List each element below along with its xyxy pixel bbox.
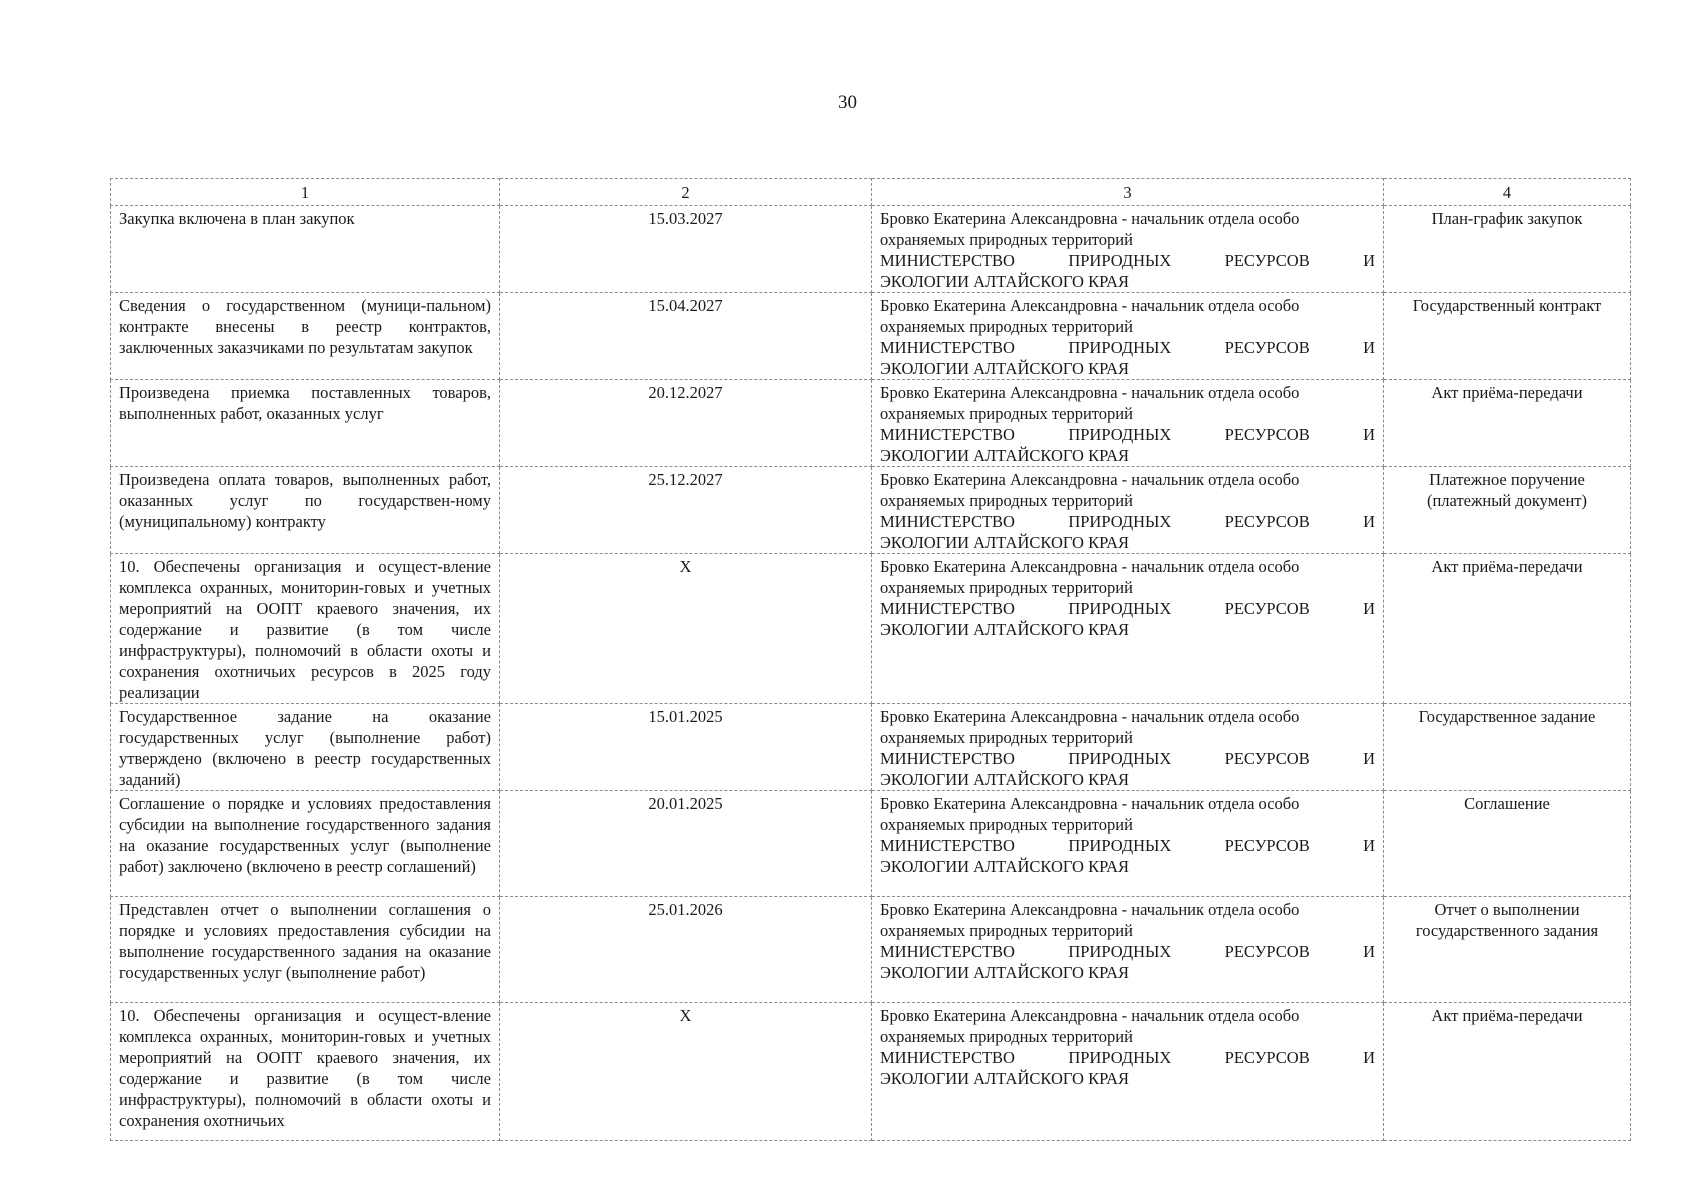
table-row [111,554,1631,704]
document-cell [1384,1003,1631,1141]
document-cell [1384,380,1631,467]
column-number-2: 2 [500,179,872,206]
responsible-cell [872,897,1384,1003]
document-type: Платежное поручение [1429,470,1585,489]
responsible-person: Бровко Екатерина Александровна - начальник отдела особо охраняемых природных территорий [880,383,1300,423]
table-row [111,293,1631,380]
responsible-organization: МИНИСТЕРСТВО ПРИРОДНЫХ РЕСУРСОВ И [880,942,1375,961]
date-cell: X [500,554,872,704]
responsible-cell [872,1003,1384,1141]
responsible-organization-cont: ЭКОЛОГИИ АЛТАЙСКОГО КРАЯ [880,963,1130,982]
date-cell: X [500,1003,872,1141]
responsible-cell [872,554,1384,704]
document-type: План-график закупок [1431,209,1583,228]
document-cell [1384,897,1631,1003]
responsible-organization: МИНИСТЕРСТВО ПРИРОДНЫХ РЕСУРСОВ И [880,251,1375,270]
responsible-person: Бровко Екатерина Александровна - начальник отдела особо охраняемых природных территорий [880,557,1300,597]
responsible-organization-cont: ЭКОЛОГИИ АЛТАЙСКОГО КРАЯ [880,446,1130,465]
table-row [111,704,1631,791]
document-type-cont: (платежный документ) [1426,491,1588,510]
document-cell [1384,293,1631,380]
responsible-organization: МИНИСТЕРСТВО ПРИРОДНЫХ РЕСУРСОВ И [880,338,1375,357]
document-cell [1384,791,1631,897]
document-type: Отчет о выполнении [1434,900,1580,919]
responsible-organization-cont: ЭКОЛОГИИ АЛТАЙСКОГО КРАЯ [880,620,1130,639]
responsible-cell [872,380,1384,467]
table-row [111,206,1631,293]
responsible-person: Бровко Екатерина Александровна - начальник отдела особо охраняемых природных территорий [880,900,1300,940]
event-cell: Сведения о государственном (муници-пальном) контракте внесены в реестр контрактов, заключенных заказчиками по результатам закупок [111,293,500,380]
event-cell: 10. Обеспечены организация и осущест-вление комплекса охранных, мониторин-говых и учетных мероприятий на ООПТ краевого значения, их содержание и развитие (в том числе инфраструктуры), полномочий в области охоты и сохранения охотничьих [111,1003,500,1141]
document-type: Государственный контракт [1412,296,1602,315]
document-cell [1384,554,1631,704]
event-cell: 10. Обеспечены организация и осущест-вление комплекса охранных, мониторин-говых и учетных мероприятий на ООПТ краевого значения, их содержание и развитие (в том числе инфраструктуры), полномочий в области охоты и сохранения охотничьих ресурсов в 2025 году реализации [111,554,500,704]
column-number-1: 1 [111,179,500,206]
responsible-person: Бровко Екатерина Александровна - начальник отдела особо охраняемых природных территорий [880,209,1300,249]
responsible-organization: МИНИСТЕРСТВО ПРИРОДНЫХ РЕСУРСОВ И [880,1048,1375,1067]
column-number-3: 3 [872,179,1384,206]
responsible-cell [872,791,1384,897]
date-cell: 15.03.2027 [500,206,872,293]
date-cell: 25.01.2026 [500,897,872,1003]
schedule-table [110,178,1631,1141]
responsible-organization: МИНИСТЕРСТВО ПРИРОДНЫХ РЕСУРСОВ И [880,749,1375,768]
responsible-organization: МИНИСТЕРСТВО ПРИРОДНЫХ РЕСУРСОВ И [880,836,1375,855]
responsible-cell [872,206,1384,293]
event-cell: Произведена оплата товаров, выполненных работ, оказанных услуг по государствен-ному (муниципальному) контракту [111,467,500,554]
responsible-cell [872,293,1384,380]
document-type-cont: государственного задания [1415,921,1599,940]
date-cell: 20.01.2025 [500,791,872,897]
document-type: Соглашение [1464,794,1550,813]
responsible-organization-cont: ЭКОЛОГИИ АЛТАЙСКОГО КРАЯ [880,533,1130,552]
document-cell [1384,206,1631,293]
responsible-organization-cont: ЭКОЛОГИИ АЛТАЙСКОГО КРАЯ [880,359,1130,378]
event-cell: Произведена приемка поставленных товаров, выполненных работ, оказанных услуг [111,380,500,467]
responsible-person: Бровко Екатерина Александровна - начальник отдела особо охраняемых природных территорий [880,794,1300,834]
responsible-organization-cont: ЭКОЛОГИИ АЛТАЙСКОГО КРАЯ [880,857,1130,876]
event-cell: Государственное задание на оказание государственных услуг (выполнение работ) утверждено (включено в реестр государственных заданий) [111,704,500,791]
table-row [111,897,1631,1003]
responsible-organization-cont: ЭКОЛОГИИ АЛТАЙСКОГО КРАЯ [880,1069,1130,1088]
table-header-row [111,179,1631,206]
page-number: 30 [838,92,857,113]
responsible-organization: МИНИСТЕРСТВО ПРИРОДНЫХ РЕСУРСОВ И [880,512,1375,531]
event-cell: Соглашение о порядке и условиях предоставления субсидии на выполнение государственного задания на оказание государственных услуг (выполнение работ) заключено (включено в реестр соглашений) [111,791,500,897]
responsible-cell [872,704,1384,791]
table-row [111,1003,1631,1141]
responsible-person: Бровко Екатерина Александровна - начальник отдела особо охраняемых природных территорий [880,296,1300,336]
responsible-person: Бровко Екатерина Александровна - начальник отдела особо охраняемых природных территорий [880,707,1300,747]
responsible-person: Бровко Екатерина Александровна - начальник отдела особо охраняемых природных территорий [880,1006,1300,1046]
document-type: Государственное задание [1418,707,1596,726]
responsible-cell [872,467,1384,554]
responsible-organization-cont: ЭКОЛОГИИ АЛТАЙСКОГО КРАЯ [880,770,1130,789]
document-type: Акт приёма-передачи [1431,1006,1583,1025]
column-number-4: 4 [1384,179,1631,206]
responsible-person: Бровко Екатерина Александровна - начальник отдела особо охраняемых природных территорий [880,470,1300,510]
table-body [111,179,1631,1141]
document-cell [1384,704,1631,791]
date-cell: 25.12.2027 [500,467,872,554]
responsible-organization-cont: ЭКОЛОГИИ АЛТАЙСКОГО КРАЯ [880,272,1130,291]
event-cell: Закупка включена в план закупок [111,206,500,293]
document-type: Акт приёма-передачи [1431,383,1583,402]
event-cell: Представлен отчет о выполнении соглашения о порядке и условиях предоставления субсидии на выполнение государственного задания на оказание государственных услуг (выполнение работ) [111,897,500,1003]
table-row [111,467,1631,554]
document-cell [1384,467,1631,554]
date-cell: 20.12.2027 [500,380,872,467]
responsible-organization: МИНИСТЕРСТВО ПРИРОДНЫХ РЕСУРСОВ И [880,425,1375,444]
responsible-organization: МИНИСТЕРСТВО ПРИРОДНЫХ РЕСУРСОВ И [880,599,1375,618]
document-type: Акт приёма-передачи [1431,557,1583,576]
table-row [111,791,1631,897]
date-cell: 15.01.2025 [500,704,872,791]
table-row [111,380,1631,467]
date-cell: 15.04.2027 [500,293,872,380]
